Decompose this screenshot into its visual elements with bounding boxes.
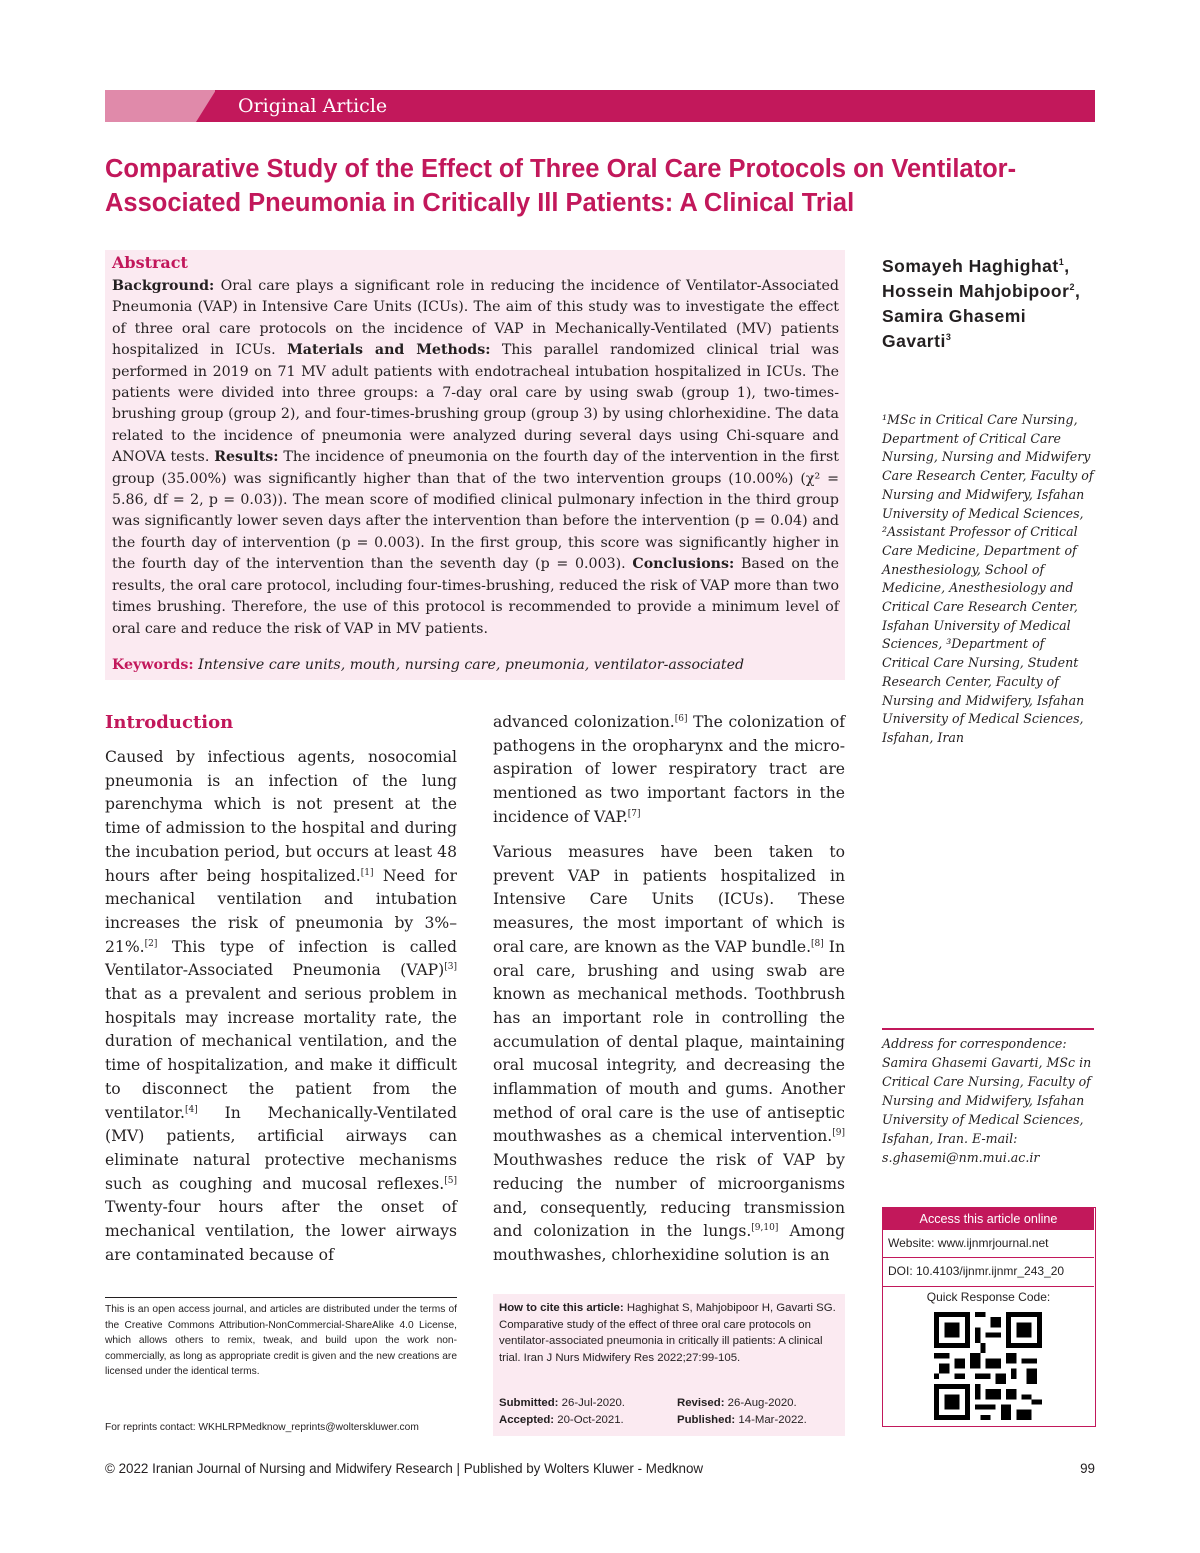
how-to-cite [499, 1300, 841, 1366]
submitted-value: 26-Jul-2020. [558, 1397, 625, 1409]
author-2-name: Hossein Mahjobipoor [882, 281, 1070, 301]
author-3-name: Samira Ghasemi Gavarti [882, 306, 1027, 351]
intro-text: Among mouthwashes, chlorhexidine solution is an [493, 1222, 845, 1264]
submitted-label: Submitted: [499, 1397, 559, 1409]
intro-text: Various measures have been taken to prevent VAP in patients hospitalized in Intensive Care Units (ICUs). These measures, the most important of which is oral care, are known as the VAP bundle. [493, 843, 845, 956]
citation-ref: [9,10] [751, 1223, 779, 1234]
citation-ref: [2] [144, 938, 158, 949]
author-3-sup: 3 [945, 332, 952, 343]
row-divider [883, 1257, 1094, 1258]
banner-slant [196, 90, 216, 122]
citation-ref: [9] [832, 1128, 845, 1139]
accepted-value: 20-Oct-2021. [554, 1414, 624, 1426]
article-type-label: Original Article [238, 95, 388, 117]
introduction-heading: Introduction [105, 712, 234, 733]
intro-text: Need for mechanical ventilation and intubation increases the risk of pneumonia by 3%–21%. [105, 866, 457, 956]
keywords-label: Keywords: [112, 657, 194, 673]
intro-column-2-para-1 [493, 711, 845, 830]
access-heading: Access this article online [883, 1208, 1094, 1230]
license-text: This is an open access journal, and articles are distributed under the terms of the Creative Commons Attribution-NonCommercial-ShareAlike 4.0 License, which allows others to remix, tweak, and build upon the work non-commercially, as long as appropriate credit is given and the new creations are licensed under the identical terms. [105, 1304, 457, 1378]
citation-ref: [6] [674, 713, 688, 724]
abstract-heading: Abstract [112, 253, 188, 272]
author-2-sup: 2 [1069, 282, 1075, 293]
cite-text: Haghighat S, Mahjobipoor H, Gavarti SG. Comparative study of the effect of three oral care protocols on ventilator-associated pneumonia in critically ill patients: A clinical trial. Iran J Nurs Midwifery Res 2022;27:99-105. [499, 1302, 836, 1364]
author-1-name: Somayeh Haghighat [882, 256, 1059, 276]
keywords-text: Intensive care units, mouth, nursing care, pneumonia, ventilator-associated [193, 657, 745, 673]
published-value: 14-Mar-2022. [735, 1414, 807, 1426]
accepted-date [499, 1412, 677, 1429]
citation-ref: [4] [184, 1104, 198, 1115]
qr-label: Quick Response Code: [926, 1290, 1051, 1304]
background-label: Background: [112, 278, 215, 294]
intro-text: This type of infection is called Ventilator-Associated Pneumonia (VAP) [105, 937, 457, 980]
intro-column-2-para-2 [493, 841, 845, 1268]
revised-date [677, 1395, 837, 1412]
row-divider [883, 1286, 1094, 1287]
page-number: 99 [1080, 1461, 1095, 1476]
affiliations: ¹MSc in Critical Care Nursing, Department of Critical Care Nursing, Nursing and Midwifery Care Research Center, Faculty of Nursing and Midwifery, Isfahan University of Medical Sciences, ²Assistant Professor of Critical Care Medicine, Department of Anesthesiology, School of Medicine, Anesthesiology and Critical Care Research Center, Isfahan University of Medical Sciences, ³Department of Critical Care Nursing, Student Research Center, Faculty of Nursing and Midwifery, Isfahan University of Medical Sciences, Isfahan, Iran [882, 412, 1094, 745]
citation-ref: [1] [360, 867, 374, 878]
website-link[interactable]: Website: www.ijnmrjournal.net [888, 1236, 1049, 1250]
intro-text: In Mechanically-Ventilated (MV) patients, artificial airways can eliminate natural protective mechanisms such as coughing and mucosal reflexes. [105, 1103, 457, 1193]
intro-text: The colonization of pathogens in the oropharynx and the micro-aspiration of lower respiratory tract are mentioned as two important factors in the incidence of VAP. [493, 713, 845, 826]
intro-text: Twenty-four hours after the onset of mechanical ventilation, the lower airways are contaminated because of [105, 1198, 457, 1264]
footer-copyright: © 2022 Iranian Journal of Nursing and Midwifery Research | Published by Wolters Kluwer - Medknow [105, 1461, 704, 1476]
intro-text: Caused by infectious agents, nosocomial pneumonia is an infection of the lung parenchyma which is not present at the time of admission to the hospital and during the incubation period, but occurs at least 48 hours after being hospitalized. [105, 748, 457, 885]
background-text: Oral care plays a significant role in reducing the incidence of Ventilator-Associated Pneumonia (VAP) in Intensive Care Units (ICUs). The aim of this study was to investigate the effect of three oral care protocols on the incidence of VAP in Mechanically-Ventilated (MV) patients hospitalized in ICUs. [112, 278, 839, 359]
citation-ref: [7] [627, 808, 641, 819]
cite-label: How to cite this article: [499, 1302, 624, 1314]
methods-label: Materials and Methods: [287, 342, 491, 359]
qr-code-icon[interactable] [934, 1312, 1042, 1420]
intro-column-1 [105, 746, 457, 1267]
author-1-sup: 1 [1058, 257, 1065, 268]
intro-text: Mouthwashes reduce the risk of VAP by reducing the number of microorganisms and, consequently, reducing transmission and colonization in the lungs. [493, 1151, 845, 1241]
published-date [677, 1412, 837, 1429]
doi-link[interactable]: DOI: 10.4103/ijnmr.ijnmr_243_20 [888, 1264, 1065, 1278]
conclusions-label: Conclusions: [632, 556, 735, 573]
intro-text: that as a prevalent and serious problem in hospitals may increase mortality rate, the duration of mechanical ventilation, and the time of hospitalization, and make it difficult to disconnect the patient from the ventilator. [105, 985, 457, 1122]
results-label: Results: [214, 449, 279, 466]
conclusions-text: Based on the results, the oral care protocol, including four-times-brushing, reduced the risk of VAP more than two times brushing. Therefore, the use of this protocol is recommended to provide a minimum level of oral care and reduce the risk of VAP in MV patients. [112, 556, 839, 637]
revised-value: 26-Aug-2020. [724, 1397, 797, 1409]
article-dates [499, 1395, 841, 1429]
author-list: Somayeh Haghighat$^1$, Hossein Mahjobipoor$^2$, Samira Ghasemi Gavarti$^3$ [882, 256, 1081, 351]
accepted-label: Accepted: [499, 1414, 555, 1426]
reprints-contact: For reprints contact: WKHLRPMedknow_reprints@wolterskluwer.com [105, 1422, 419, 1433]
results-text: The incidence of pneumonia on the fourth day of the intervention in the first group (35.00%) was significantly higher than that of the two intervention groups (10.00%) (χ² = 5.86, df = 2, p = 0.03)). The mean score of modified clinical pulmonary infection in the third group was significantly lower seven days after the intervention than before the intervention (p = 0.04) and the fourth day of intervention (p = 0.003). In the first group, this score was significantly higher in the fourth day of the intervention than the seventh day (p = 0.003). [112, 449, 839, 573]
article-title: Comparative Study of the Effect of Three Oral Care Protocols on Ventilator-Associated Pneumonia in Critically Ill Patients: A Clinical Trial [105, 155, 1017, 217]
intro-text: advanced colonization. [493, 713, 675, 731]
correspondence-address: Address for correspondence: Samira Ghasemi Gavarti, MSc in Critical Care Nursing, Faculty of Nursing and Midwifery, Isfahan University of Medical Sciences, Isfahan, Iran. E-mail: s.ghasemi@nm.mui.ac.ir [882, 1036, 1092, 1165]
correspondence-divider [882, 1028, 1094, 1030]
keywords [112, 655, 839, 675]
citation-ref: [8] [811, 938, 824, 949]
citation-ref: [5] [444, 1175, 457, 1186]
license-divider [105, 1297, 457, 1298]
submitted-date [499, 1395, 677, 1412]
methods-text: This parallel randomized clinical trial was performed in 2019 on 71 MV adult patients with endotracheal intubation hospitalized in ICUs. The patients were divided into three groups: a 7-day oral care by using swab (group 1), two-times-brushing group (group 2), and four-times-brushing group (group 3) by using chlorhexidine. The data related to the incidence of pneumonia were analyzed during several days using Chi-square and ANOVA tests. [112, 342, 839, 466]
citation-ref: [3] [444, 962, 457, 973]
revised-label: Revised: [677, 1397, 725, 1409]
intro-text: In oral care, brushing and using swab are known as mechanical methods. Toothbrush has an important role in controlling the accumulation of dental plaque, maintaining oral mucosal integrity, and decreasing the inflammation of mouth and gums. Another method of oral care is the use of antiseptic mouthwashes as a chemical intervention. [493, 937, 845, 1146]
abstract-body [112, 276, 839, 640]
published-label: Published: [677, 1414, 736, 1426]
